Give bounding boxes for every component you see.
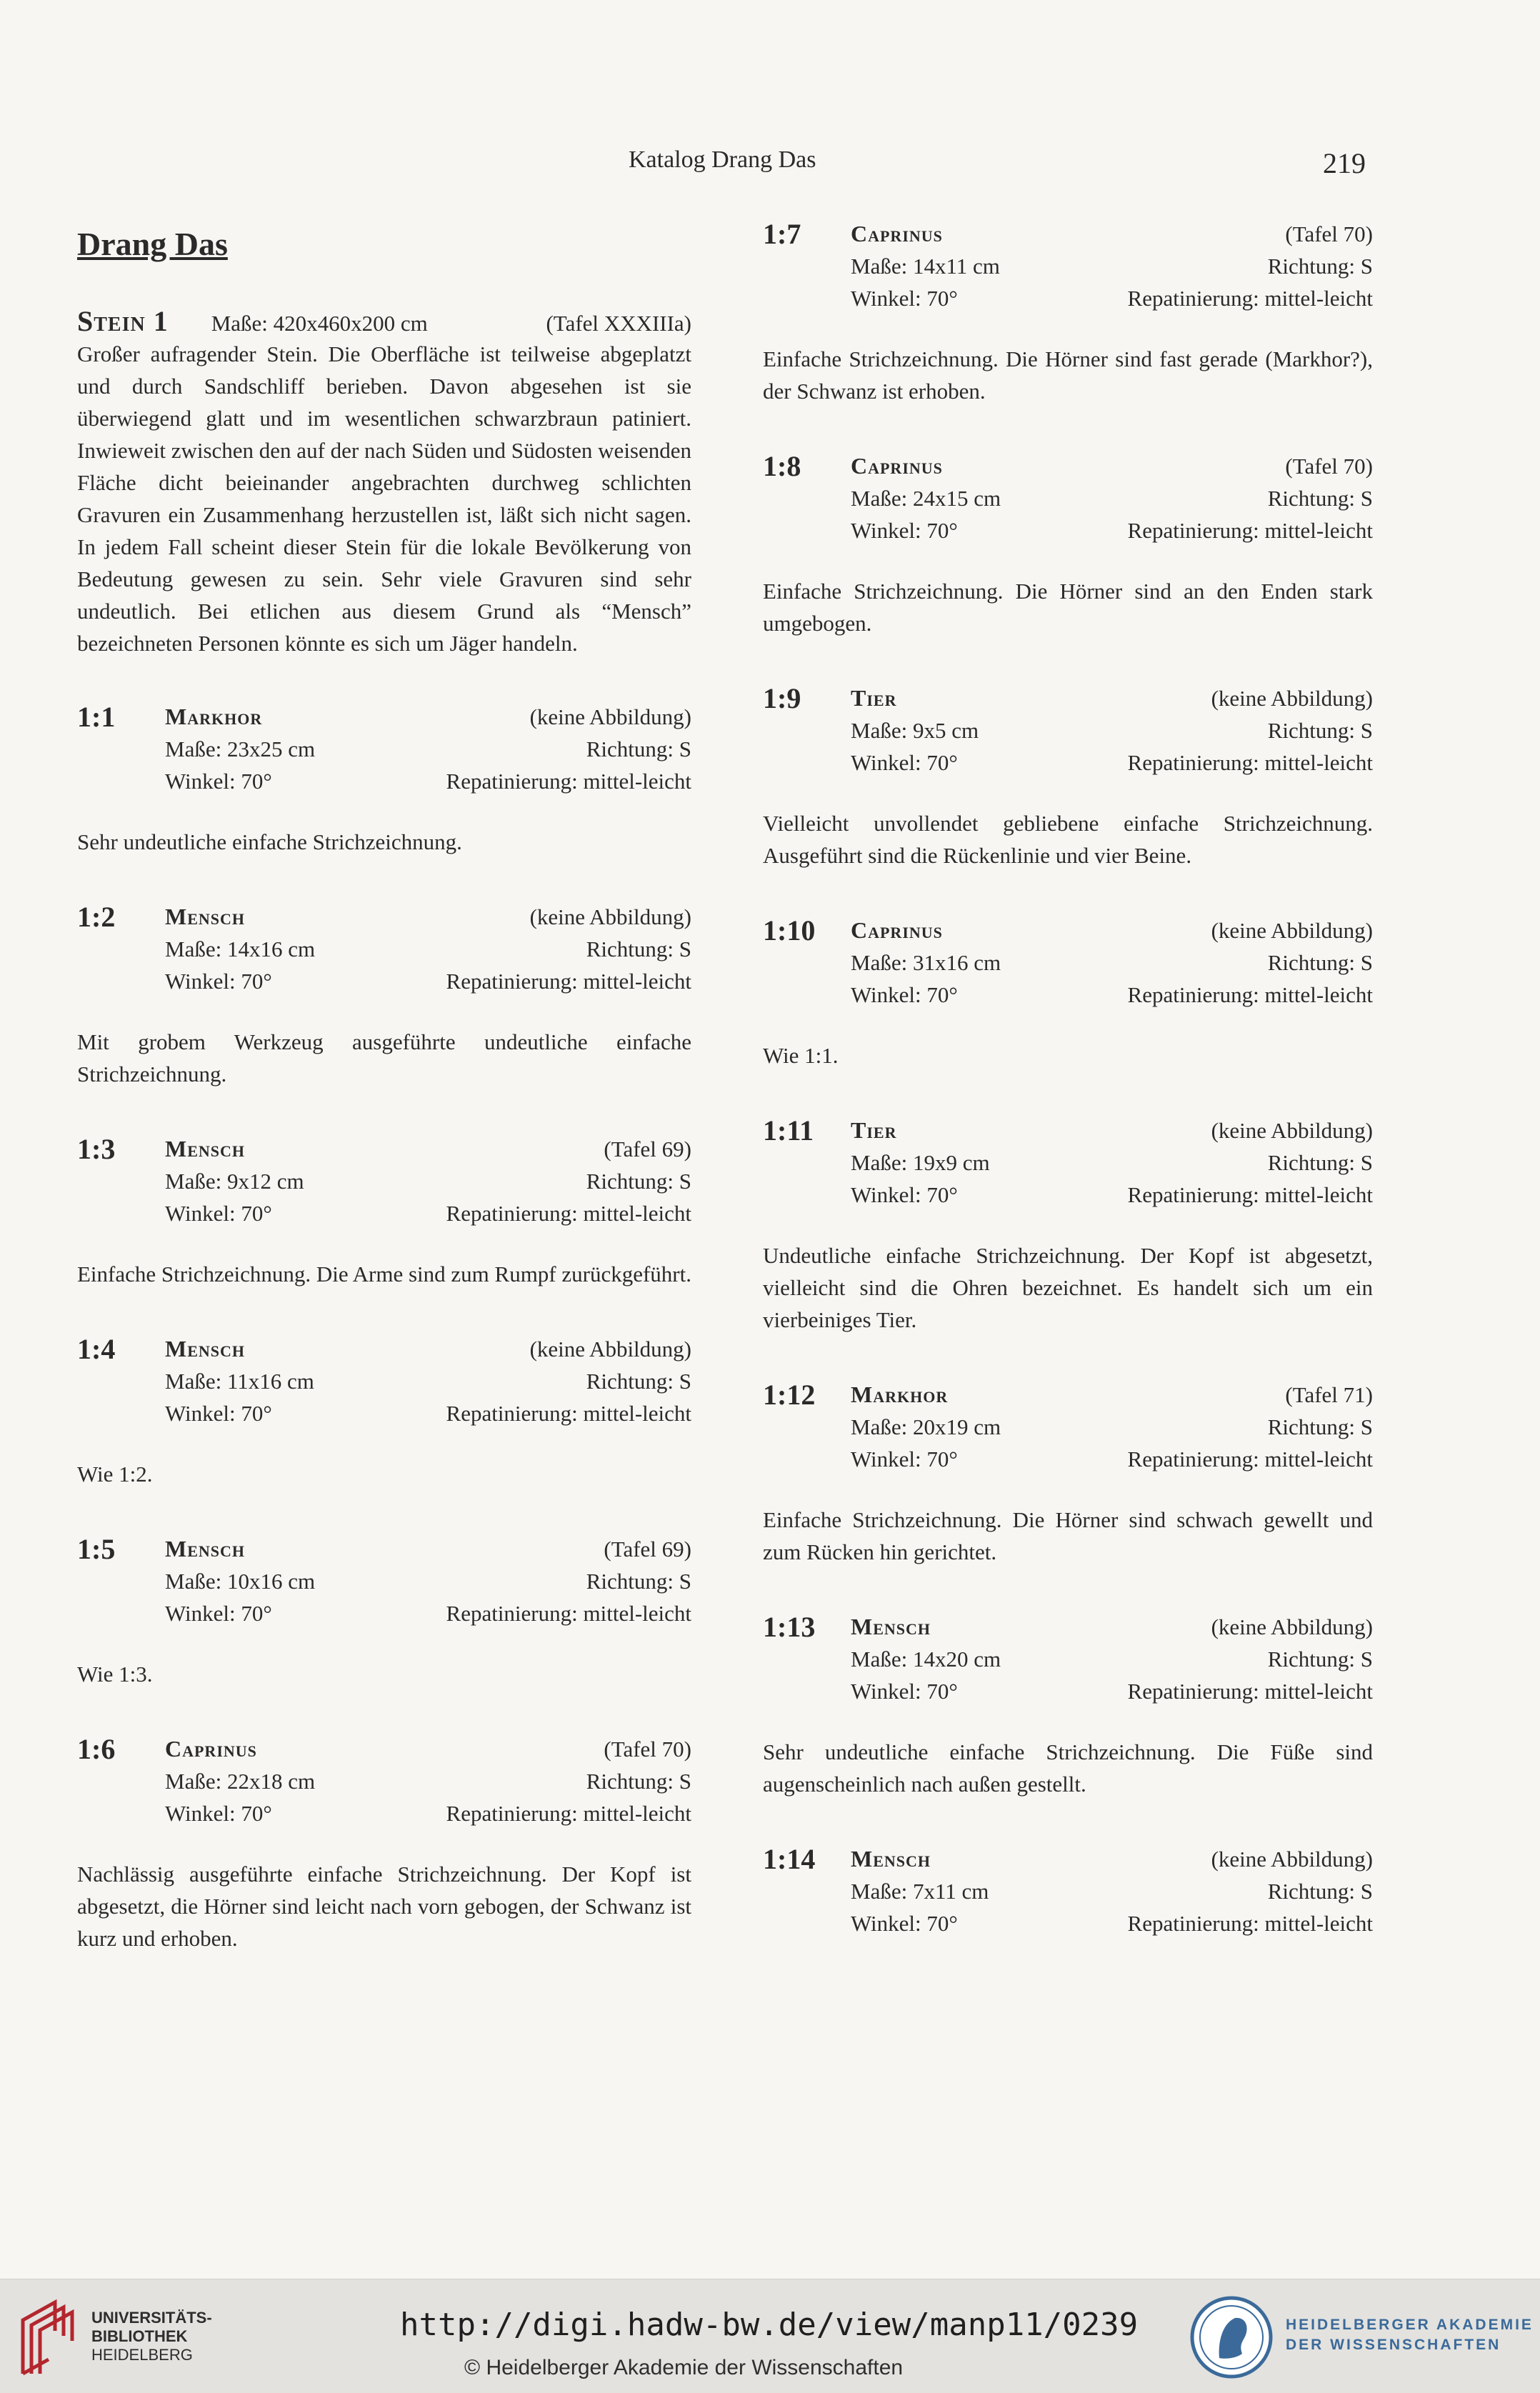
entry-type: Mensch: [851, 1846, 931, 1872]
entry-header: [77, 1733, 691, 1829]
entry-row-1: [851, 450, 1373, 482]
entry-direction: Richtung: S: [1267, 1414, 1373, 1439]
entry-size: Maße: 14x20 cm: [851, 1647, 1001, 1672]
entry-description: Sehr undeutliche einfache Strichzeichnung.: [77, 829, 462, 854]
entry-direction: Richtung: S: [586, 1169, 691, 1194]
entry-fields: [851, 682, 1373, 779]
page-number: 219: [1323, 147, 1366, 179]
entry-direction: Richtung: S: [586, 1769, 691, 1794]
entry-number: 1:6: [77, 1733, 116, 1765]
entry-description: Wie 1:2.: [77, 1462, 153, 1487]
entry-number: 1:3: [77, 1133, 116, 1165]
entry-plate: (Tafel 70): [1285, 221, 1373, 246]
catalog-entry: [763, 1843, 1373, 1939]
entry-fields: [851, 1611, 1373, 1707]
hadw-line-2: DER WISSENSCHAFTEN: [1286, 2337, 1501, 2353]
entry-plate: (keine Abbildung): [1211, 1847, 1373, 1872]
catalog-entry: [77, 701, 691, 858]
entry-plate: (Tafel 69): [604, 1537, 691, 1562]
entry-fields: [165, 1733, 691, 1829]
entry-row-1: [851, 1843, 1373, 1875]
entry-row-3: [851, 1179, 1373, 1211]
entry-angle: Winkel: 70°: [165, 969, 272, 994]
entry-plate: (Tafel 69): [604, 1136, 691, 1161]
entry-direction: Richtung: S: [1267, 254, 1373, 279]
stone-plate: (Tafel XXXIIIa): [546, 311, 691, 336]
ub-line-1: UNIVERSITÄTS-: [91, 2308, 212, 2327]
catalog-entry: [77, 1133, 691, 1290]
entry-description: Undeutliche einfache Strichzeichnung. Der Kopf ist abgesetzt, vielleicht sind die Ohren bezeichnet. Es handelt sich um ein vierbeiniges Tier.: [763, 1243, 1373, 1332]
entry-description: Einfache Strichzeichnung. Die Hörner sind fast gerade (Markhor?), der Schwanz ist erhoben.: [763, 346, 1373, 404]
entry-angle: Winkel: 70°: [851, 286, 958, 311]
hadw-logo-text[interactable]: [1286, 2315, 1534, 2355]
ub-logo-icon: [16, 2295, 80, 2377]
entry-direction: Richtung: S: [1267, 718, 1373, 743]
entry-row-1: [165, 1333, 691, 1365]
entry-header: [763, 1379, 1373, 1475]
entry-header: [763, 682, 1373, 779]
entry-plate: (keine Abbildung): [529, 904, 691, 929]
entry-direction: Richtung: S: [1267, 1150, 1373, 1175]
entry-row-1: [165, 1733, 691, 1765]
entry-row-2: [165, 1565, 691, 1597]
catalog-entry: [763, 914, 1373, 1071]
entry-number: 1:4: [77, 1333, 116, 1365]
entry-patina: Repatinierung: mittel-leicht: [446, 1401, 691, 1426]
footer-bar: [0, 2279, 1540, 2393]
entry-type: Caprinus: [851, 453, 943, 479]
entry-angle: Winkel: 70°: [851, 750, 958, 775]
entry-row-3: [851, 979, 1373, 1011]
entry-plate: (Tafel 70): [1285, 454, 1373, 479]
entry-description: Nachlässig ausgeführte einfache Strichzeichnung. Der Kopf ist abgesetzt, die Hörner sind leicht nach vorn gebogen, der Schwanz ist kurz und erhoben.: [77, 1862, 691, 1951]
entries-left: [77, 701, 691, 1954]
entry-plate: (keine Abbildung): [1211, 1614, 1373, 1639]
entry-row-1: [165, 1133, 691, 1165]
entry-fields: [851, 450, 1373, 546]
entry-angle: Winkel: 70°: [851, 518, 958, 543]
entry-angle: Winkel: 70°: [165, 1401, 272, 1426]
entry-number: 1:10: [763, 914, 816, 946]
entry-number: 1:14: [763, 1843, 816, 1875]
entry-plate: (keine Abbildung): [529, 1337, 691, 1362]
entry-row-3: [165, 1797, 691, 1829]
stone-header: [77, 304, 691, 338]
entry-patina: Repatinierung: mittel-leicht: [446, 969, 691, 994]
entry-number: 1:1: [77, 701, 116, 733]
entry-type: Caprinus: [165, 1736, 257, 1762]
entry-type: Mensch: [165, 904, 245, 929]
entry-row-3: [165, 1597, 691, 1629]
ub-line-3: HEIDELBERG: [91, 2345, 193, 2364]
entry-size: Maße: 10x16 cm: [165, 1569, 316, 1594]
entry-angle: Winkel: 70°: [851, 1182, 958, 1207]
entry-size: Maße: 14x11 cm: [851, 254, 1000, 279]
entry-header: [77, 901, 691, 997]
entry-fields: [851, 1114, 1373, 1211]
entry-fields: [165, 901, 691, 997]
entry-type: Markhor: [851, 1382, 949, 1407]
entry-direction: Richtung: S: [586, 1369, 691, 1394]
entry-patina: Repatinierung: mittel-leicht: [1127, 1911, 1373, 1936]
entry-direction: Richtung: S: [586, 1569, 691, 1594]
ub-logo-text: [91, 2309, 212, 2364]
entry-fields: [851, 1379, 1373, 1475]
entry-size: Maße: 24x15 cm: [851, 486, 1001, 511]
entry-header: [77, 1133, 691, 1229]
catalog-entry: [763, 1379, 1373, 1568]
entry-size: Maße: 7x11 cm: [851, 1879, 989, 1904]
entry-type: Mensch: [165, 1536, 245, 1562]
entry-patina: Repatinierung: mittel-leicht: [1127, 750, 1373, 775]
entry-row-2: [851, 1875, 1373, 1907]
entry-type: Mensch: [165, 1336, 245, 1362]
entry-header: [763, 218, 1373, 314]
catalog-entry: [763, 450, 1373, 639]
entry-description: Wie 1:3.: [77, 1662, 153, 1687]
entry-angle: Winkel: 70°: [165, 1801, 272, 1826]
catalog-entry: [77, 1533, 691, 1690]
entry-size: Maße: 11x16 cm: [165, 1369, 314, 1394]
entry-row-1: [165, 1533, 691, 1565]
entry-angle: Winkel: 70°: [165, 1601, 272, 1626]
entry-angle: Winkel: 70°: [851, 1447, 958, 1472]
stone-description: Großer aufragender Stein. Die Oberfläche ist teilweise abgeplatzt und durch Sandschliff berieben. Davon abgesehen ist sie überwiegend glatt und im wesentlichen schwarzbraun patiniert. Inwieweit zwischen den auf der nach Süden und Südosten weisenden Fläche dicht beieinander angebrachten durchweg schlichten Gravuren ein Zusammenhang herzustellen ist, läßt sich nicht sagen. In jedem Fall scheint dieser Stein für die lokale Bevölkerung von Bedeutung gewesen zu sein. Sehr viele Gravuren sind sehr undeutlich. Bei etlichen aus diesem Grund als “Mensch” bezeichneten Personen könnte es sich um Jäger handeln.: [77, 341, 692, 656]
entry-type: Markhor: [165, 704, 263, 729]
entry-description: Vielleicht unvollendet gebliebene einfache Strichzeichnung. Ausgeführt sind die Rückenlinie und vier Beine.: [763, 811, 1373, 868]
permalink-url[interactable]: http://digi.hadw-bw.de/view/manp11/0239: [400, 2307, 1139, 2343]
entry-plate: (keine Abbildung): [529, 704, 691, 729]
ub-logo[interactable]: [16, 2295, 212, 2377]
entry-type: Caprinus: [851, 917, 943, 943]
entry-type: Caprinus: [851, 221, 943, 246]
entry-description: Mit grobem Werkzeug ausgeführte undeutliche einfache Strichzeichnung.: [77, 1029, 691, 1086]
entry-fields: [165, 701, 691, 797]
hadw-line-1: HEIDELBERGER AKADEMIE: [1286, 2317, 1534, 2333]
entry-number: 1:12: [763, 1379, 816, 1411]
entry-plate: (keine Abbildung): [1211, 918, 1373, 943]
entry-size: Maße: 23x25 cm: [165, 736, 316, 761]
entry-number: 1:9: [763, 682, 801, 714]
entry-row-2: [851, 1643, 1373, 1675]
entry-type: Tier: [851, 685, 897, 711]
entry-fields: [851, 218, 1373, 314]
left-column: [77, 218, 691, 1997]
entry-row-1: [851, 1611, 1373, 1643]
entry-row-2: [851, 482, 1373, 514]
entry-angle: Winkel: 70°: [851, 982, 958, 1007]
entry-row-2: [165, 1365, 691, 1397]
entry-row-2: [165, 733, 691, 765]
entry-patina: Repatinierung: mittel-leicht: [446, 769, 691, 794]
entry-number: 1:8: [763, 450, 801, 482]
entry-plate: (Tafel 71): [1285, 1382, 1373, 1407]
entry-row-3: [165, 1397, 691, 1429]
entry-row-3: [851, 514, 1373, 546]
entry-angle: Winkel: 70°: [165, 1201, 272, 1226]
entry-row-2: [165, 1165, 691, 1197]
entry-row-1: [851, 1379, 1373, 1411]
site-title: Drang Das: [77, 226, 228, 262]
entry-size: Maße: 19x9 cm: [851, 1150, 990, 1175]
entry-row-2: [851, 1411, 1373, 1443]
entry-patina: Repatinierung: mittel-leicht: [1127, 1679, 1373, 1704]
entry-number: 1:7: [763, 218, 801, 250]
entry-number: 1:11: [763, 1114, 814, 1146]
entry-row-3: [851, 282, 1373, 314]
entry-row-1: [165, 701, 691, 733]
entry-type: Mensch: [851, 1614, 931, 1639]
entry-header: [77, 1533, 691, 1629]
entry-row-3: [851, 1907, 1373, 1939]
catalog-entry: [77, 1333, 691, 1490]
entry-header: [763, 450, 1373, 546]
entry-angle: Winkel: 70°: [851, 1911, 958, 1936]
entry-number: 1:13: [763, 1611, 816, 1643]
entry-direction: Richtung: S: [586, 936, 691, 961]
entry-patina: Repatinierung: mittel-leicht: [446, 1601, 691, 1626]
hadw-seal-icon[interactable]: [1189, 2295, 1274, 2379]
entry-row-2: [165, 1765, 691, 1797]
entry-size: Maße: 22x18 cm: [165, 1769, 316, 1794]
stone-size: Maße: 420x460x200 cm: [211, 311, 428, 336]
entry-row-2: [851, 250, 1373, 282]
entry-plate: (Tafel 70): [604, 1737, 691, 1762]
copyright-notice: © Heidelberger Akademie der Wissenschaften: [464, 2356, 904, 2379]
catalog-entry: [763, 1114, 1373, 1336]
entry-row-2: [165, 933, 691, 965]
entry-direction: Richtung: S: [1267, 1647, 1373, 1672]
entry-row-2: [851, 714, 1373, 746]
entry-size: Maße: 31x16 cm: [851, 950, 1001, 975]
entry-row-1: [851, 218, 1373, 250]
entry-row-3: [165, 1197, 691, 1229]
entry-patina: Repatinierung: mittel-leicht: [1127, 1447, 1373, 1472]
entry-fields: [851, 1843, 1373, 1939]
entry-number: 1:5: [77, 1533, 116, 1565]
entry-fields: [851, 914, 1373, 1011]
entry-row-3: [165, 765, 691, 797]
entry-direction: Richtung: S: [586, 736, 691, 761]
running-head: Katalog Drang Das: [629, 146, 816, 173]
entry-type: Tier: [851, 1117, 897, 1143]
entry-header: [763, 1114, 1373, 1211]
entry-direction: Richtung: S: [1267, 950, 1373, 975]
entry-description: Einfache Strichzeichnung. Die Arme sind zum Rumpf zurückgeführt.: [77, 1262, 691, 1287]
entry-type: Mensch: [165, 1136, 245, 1161]
stone-name: Stein 1: [77, 305, 169, 337]
entry-header: [763, 914, 1373, 1011]
entry-description: Sehr undeutliche einfache Strichzeichnung. Die Füße sind augenscheinlich nach außen gestellt.: [763, 1739, 1373, 1797]
entry-direction: Richtung: S: [1267, 1879, 1373, 1904]
entry-patina: Repatinierung: mittel-leicht: [446, 1801, 691, 1826]
entry-description: Einfache Strichzeichnung. Die Hörner sind an den Enden stark umgebogen.: [763, 579, 1373, 636]
entry-fields: [165, 1333, 691, 1429]
entry-number: 1:2: [77, 901, 116, 933]
entry-plate: (keine Abbildung): [1211, 686, 1373, 711]
entry-size: Maße: 9x5 cm: [851, 718, 979, 743]
entry-row-1: [851, 1114, 1373, 1146]
entry-patina: Repatinierung: mittel-leicht: [446, 1201, 691, 1226]
entry-plate: (keine Abbildung): [1211, 1118, 1373, 1143]
entry-direction: Richtung: S: [1267, 486, 1373, 511]
entry-row-3: [851, 1443, 1373, 1475]
catalog-entry: [77, 901, 691, 1090]
entry-patina: Repatinierung: mittel-leicht: [1127, 518, 1373, 543]
entry-size: Maße: 20x19 cm: [851, 1414, 1001, 1439]
entries-right: [763, 218, 1373, 1939]
entry-row-1: [165, 901, 691, 933]
entry-header: [763, 1843, 1373, 1939]
entry-size: Maße: 9x12 cm: [165, 1169, 304, 1194]
entry-patina: Repatinierung: mittel-leicht: [1127, 1182, 1373, 1207]
entry-description: Einfache Strichzeichnung. Die Hörner sind schwach gewellt und zum Rücken hin gerichtet.: [763, 1507, 1373, 1564]
entry-row-1: [851, 682, 1373, 714]
entry-row-3: [165, 965, 691, 997]
entry-size: Maße: 14x16 cm: [165, 936, 316, 961]
entry-row-3: [851, 746, 1373, 779]
entry-header: [763, 1611, 1373, 1707]
catalog-entry: [77, 1733, 691, 1954]
entry-angle: Winkel: 70°: [165, 769, 272, 794]
entry-row-2: [851, 1146, 1373, 1179]
entry-row-3: [851, 1675, 1373, 1707]
entry-patina: Repatinierung: mittel-leicht: [1127, 982, 1373, 1007]
catalog-entry: [763, 218, 1373, 407]
entry-header: [77, 701, 691, 797]
entry-row-1: [851, 914, 1373, 946]
entry-patina: Repatinierung: mittel-leicht: [1127, 286, 1373, 311]
entry-row-2: [851, 946, 1373, 979]
ub-line-2: BIBLIOTHEK: [91, 2327, 188, 2345]
catalog-entry: [763, 682, 1373, 871]
entry-fields: [165, 1533, 691, 1629]
entry-header: [77, 1333, 691, 1429]
entry-fields: [165, 1133, 691, 1229]
catalog-entry: [763, 1611, 1373, 1800]
entry-angle: Winkel: 70°: [851, 1679, 958, 1704]
right-column: [763, 218, 1373, 1982]
entry-description: Wie 1:1.: [763, 1043, 839, 1068]
